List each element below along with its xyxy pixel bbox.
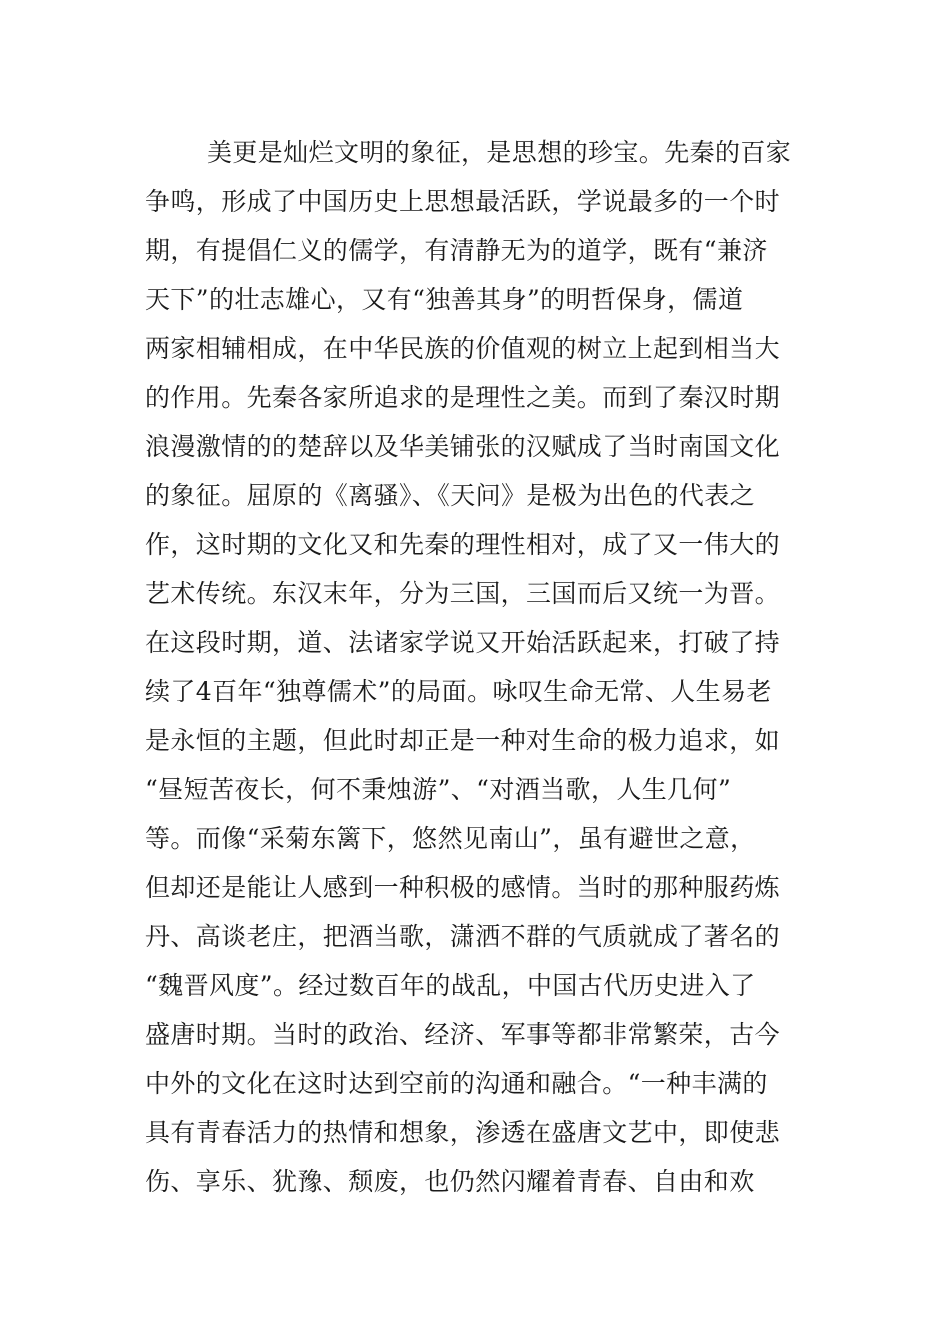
text-line: 但却还是能让人感到一种积极的感情。当时的那种服药炼: [145, 873, 781, 902]
text-line: 在这段时期，道、法诸家学说又开始活跃起来，打破了持: [145, 628, 781, 657]
text-line: 的象征。屈原的《离骚》、《天问》是极为出色的代表之: [145, 481, 756, 510]
text-line: “魏晋风度”。经过数百年的战乱，中国古代历史进入了: [145, 971, 756, 1000]
text-line: 作，这时期的文化又和先秦的理性相对，成了又一伟大的: [145, 530, 781, 559]
text-line: 盛唐时期。当时的政治、经济、军事等都非常繁荣，古今: [145, 1020, 781, 1049]
text-line: 丹、高谈老庄，把酒当歌，潇洒不群的气质就成了著名的: [145, 922, 781, 951]
body-paragraph: [145, 128, 810, 1206]
text-line: 是永恒的主题，但此时却正是一种对生命的极力追求，如: [145, 726, 781, 755]
text-line: 中外的文化在这时达到空前的沟通和融合。“一种丰满的: [145, 1069, 768, 1098]
text-line: 浪漫激情的的楚辞以及华美铺张的汉赋成了当时南国文化: [145, 432, 781, 461]
text-line: 天下”的壮志雄心，又有“独善其身”的明哲保身，儒道: [145, 285, 744, 314]
text-line: 具有青春活力的热情和想象，渗透在盛唐文艺中，即使悲: [145, 1118, 781, 1147]
text-line: 等。而像“采菊东篱下，悠然见南山”，虽有避世之意，: [145, 824, 756, 853]
text-line: 两家相辅相成，在中华民族的价值观的树立上起到相当大: [145, 334, 781, 363]
text-line: 伤、享乐、犹豫、颓废，也仍然闪耀着青春、自由和欢: [145, 1167, 755, 1196]
text-line: 期，有提倡仁义的儒学，有清静无为的道学，既有“兼济: [145, 236, 768, 265]
text-line: 艺术传统。东汉末年，分为三国，三国而后又统一为晋。: [145, 579, 781, 608]
text-line: 美更是灿烂文明的象征，是思想的珍宝。先秦的百家: [207, 138, 792, 167]
text-line: 的作用。先秦各家所追求的是理性之美。而到了秦汉时期: [145, 383, 781, 412]
text-line: 争鸣，形成了中国历史上思想最活跃，学说最多的一个时: [145, 187, 781, 216]
text-line: 续了4百年“独尊儒术”的局面。咏叹生命无常、人生易老: [145, 677, 772, 706]
text-line: “昼短苦夜长，何不秉烛游”、“对酒当歌，人生几何”: [145, 775, 732, 804]
